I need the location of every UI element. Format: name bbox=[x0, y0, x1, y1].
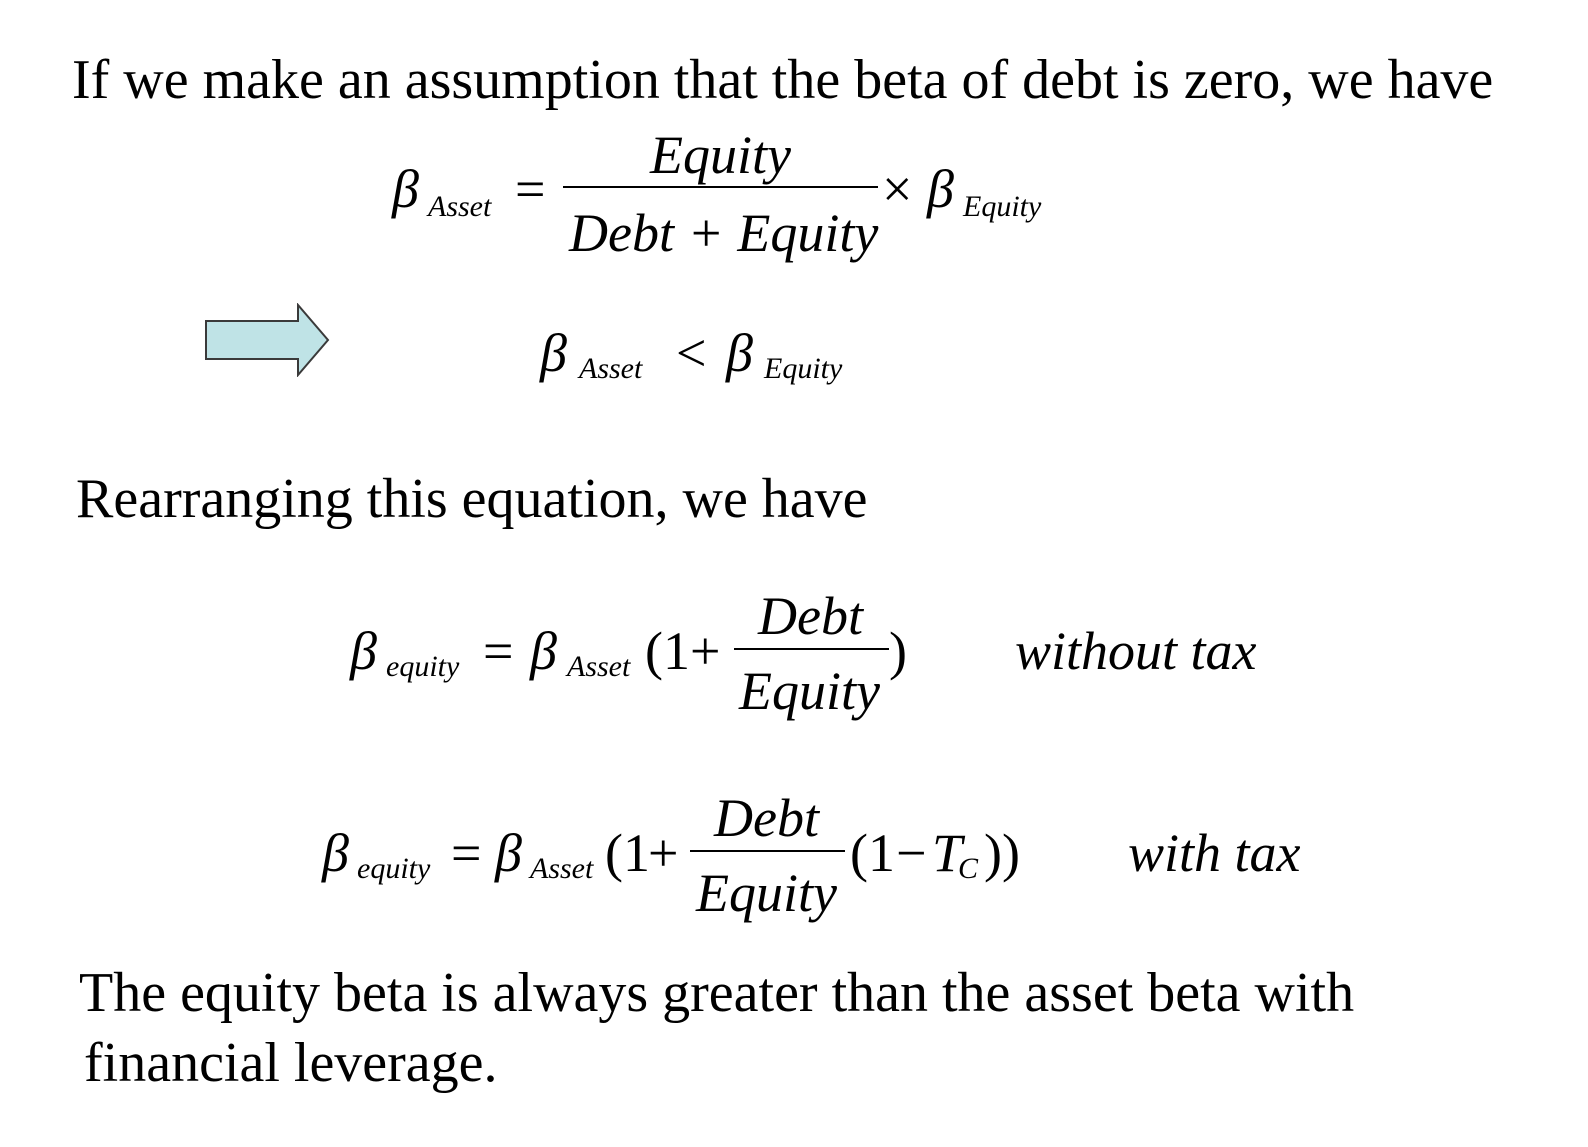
close-paren: ) bbox=[889, 621, 907, 681]
beta-symbol: β bbox=[495, 823, 522, 883]
fraction-numerator: Debt bbox=[714, 788, 819, 848]
equals-sign: = bbox=[483, 621, 514, 681]
beta-symbol: β bbox=[350, 621, 377, 681]
tax-rate-symbol: T bbox=[932, 823, 963, 883]
beta-symbol: β bbox=[322, 823, 349, 883]
subscript-c: C bbox=[958, 852, 979, 885]
fraction-denominator: Debt + Equity bbox=[569, 203, 879, 263]
open-paren: ( bbox=[605, 823, 623, 883]
intro-text: If we make an assumption that the beta of debt is zero, we have bbox=[72, 49, 1494, 111]
beta-symbol: β bbox=[540, 323, 567, 383]
fraction-bar bbox=[563, 186, 878, 188]
rearrange-text: Rearranging this equation, we have bbox=[76, 468, 868, 530]
number-one: 1 bbox=[663, 621, 690, 681]
times-sign: × bbox=[882, 159, 913, 219]
fraction-bar bbox=[734, 648, 889, 650]
open-paren: ( bbox=[645, 621, 663, 681]
minus-sign: − bbox=[896, 823, 927, 883]
right-arrow-icon bbox=[204, 303, 332, 377]
beta-symbol: β bbox=[726, 323, 753, 383]
number-one: 1 bbox=[868, 823, 895, 883]
fraction-denominator: Equity bbox=[696, 863, 837, 923]
subscript-equity: Equity bbox=[963, 190, 1042, 223]
open-paren: ( bbox=[850, 823, 868, 883]
subscript-equity: Equity bbox=[764, 352, 843, 385]
beta-symbol: β bbox=[530, 621, 557, 681]
subscript-equity: equity bbox=[386, 650, 460, 683]
subscript-asset: Asset bbox=[567, 650, 631, 683]
beta-symbol: β bbox=[927, 159, 954, 219]
fraction-numerator: Equity bbox=[650, 125, 791, 185]
conclusion-line-1: The equity beta is always greater than the asset beta with bbox=[79, 962, 1355, 1024]
subscript-equity: equity bbox=[357, 852, 431, 885]
conclusion-line-2: financial leverage. bbox=[84, 1032, 498, 1094]
number-one: 1 bbox=[623, 823, 650, 883]
plus-sign: + bbox=[690, 621, 721, 681]
without-tax-label: without tax bbox=[1015, 621, 1257, 681]
with-tax-label: with tax bbox=[1128, 823, 1301, 883]
subscript-asset: Asset bbox=[428, 190, 492, 223]
close-paren: ) bbox=[984, 823, 1002, 883]
equals-sign: = bbox=[451, 823, 482, 883]
plus-sign: + bbox=[648, 823, 679, 883]
subscript-asset: Asset bbox=[579, 352, 643, 385]
equals-sign: = bbox=[515, 159, 546, 219]
subscript-asset: Asset bbox=[530, 852, 594, 885]
beta-symbol: β bbox=[392, 159, 419, 219]
fraction-numerator: Debt bbox=[758, 586, 863, 646]
fraction-denominator: Equity bbox=[739, 661, 880, 721]
close-paren: ) bbox=[1002, 823, 1020, 883]
less-than-sign: < bbox=[676, 323, 707, 383]
fraction-bar bbox=[690, 850, 845, 852]
